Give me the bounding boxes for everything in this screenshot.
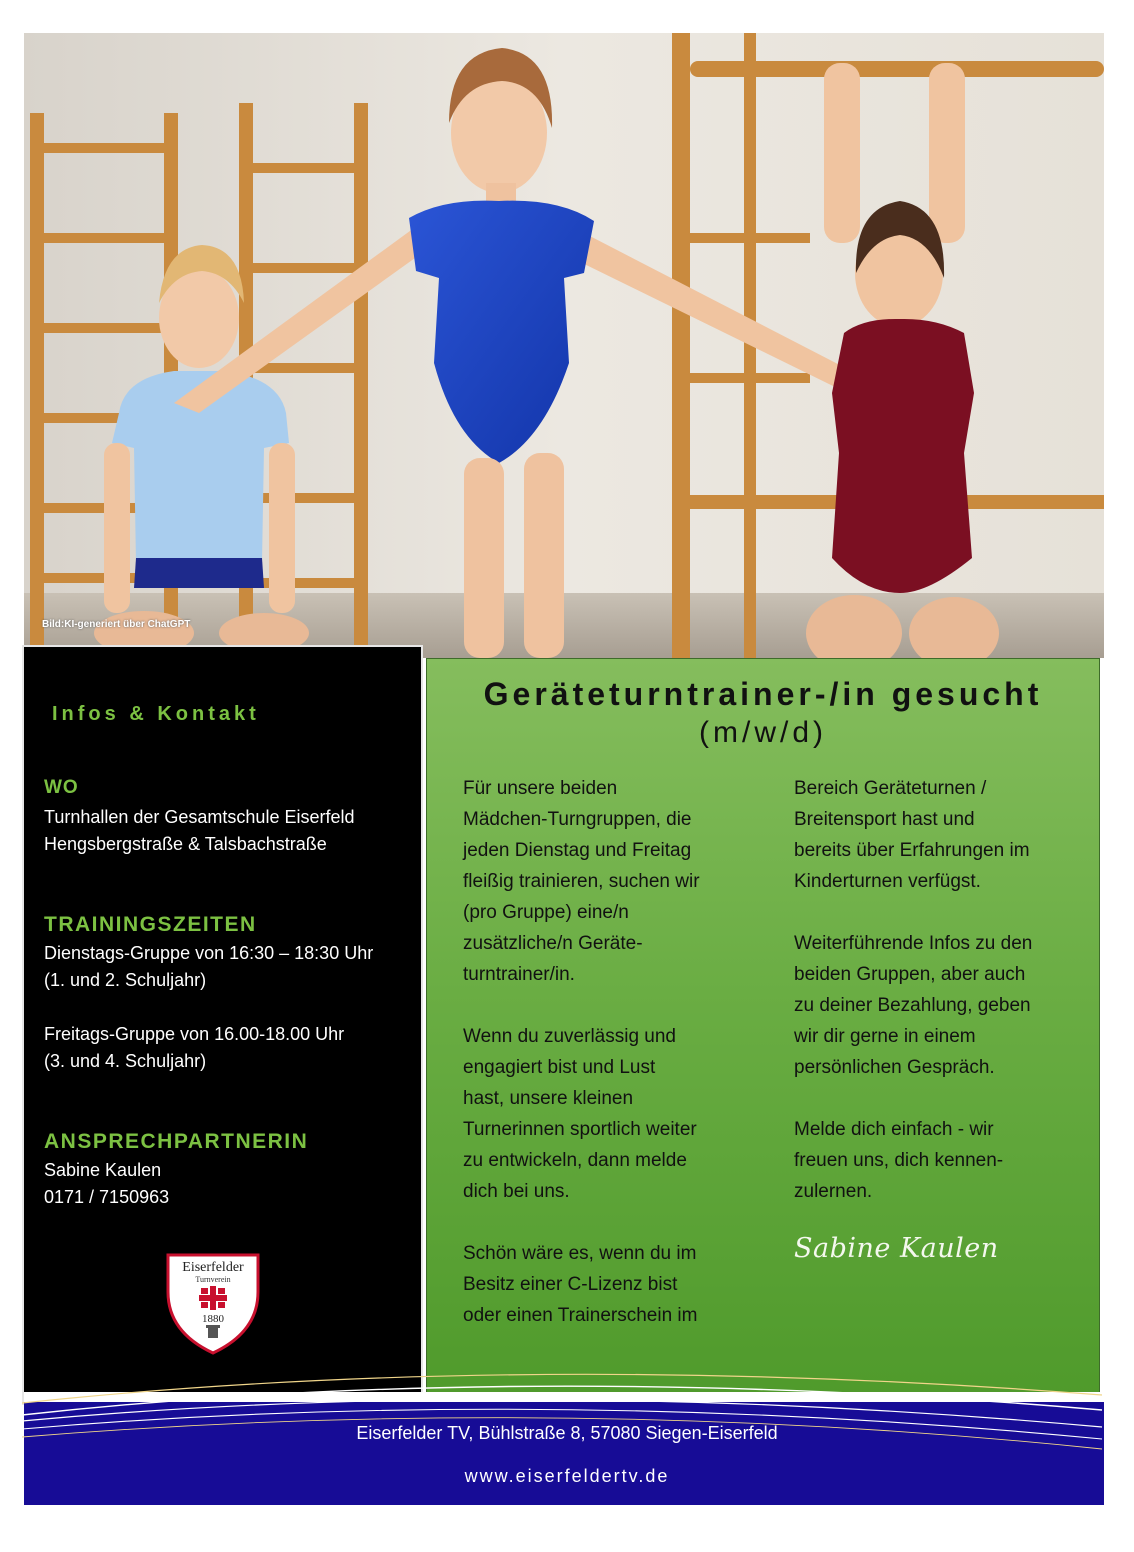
ad-title: Geräteturntrainer-/in gesucht (483, 676, 1043, 712)
training-line: Dienstags-Gruppe von 16:30 – 18:30 Uhr (44, 943, 374, 963)
tower-icon (206, 1325, 220, 1338)
location-line: Turnhallen der Gesamtschule Eiserfeld (44, 807, 355, 827)
text-line: Mädchen-Turngruppen, die (463, 809, 692, 830)
hero-photo (24, 33, 1104, 658)
paragraph (463, 1021, 763, 1207)
paragraph (794, 928, 1094, 1083)
text-line: (pro Gruppe) eine/n (463, 902, 629, 923)
text-line: zusätzliche/n Geräte- (463, 933, 643, 954)
location-text (44, 804, 354, 858)
text-line: Weiterführende Infos zu den (794, 933, 1033, 954)
training-group-friday (44, 1021, 344, 1075)
gymnastics-illustration (24, 33, 1104, 658)
text-line: fleißig trainieren, suchen wir (463, 871, 700, 892)
text-line: Breitensport hast und (794, 809, 975, 830)
text-line: persönlichen Gespräch. (794, 1057, 995, 1078)
footer-address: Eiserfelder TV, Bühlstraße 8, 57080 Siegen-Eiserfeld (356, 1423, 778, 1443)
logo-name: Eiserfelder (182, 1260, 244, 1275)
signature: Sabine Kaulen (794, 1233, 999, 1264)
logo-sub: Turnverein (195, 1275, 231, 1284)
paragraph (463, 1238, 763, 1331)
ad-column-left (463, 773, 763, 1331)
contact-name: Sabine Kaulen (44, 1160, 162, 1180)
paragraph (794, 1114, 1094, 1207)
training-group-tuesday (44, 940, 373, 994)
training-line: (1. und 2. Schuljahr) (44, 970, 207, 990)
text-line: engagiert bist und Lust (463, 1057, 656, 1078)
text-line: beiden Gruppen, aber auch (794, 964, 1026, 985)
text-line: zu deiner Bezahlung, geben (794, 995, 1031, 1016)
contact-heading: ANSPRECHPARTNERIN (44, 1130, 309, 1153)
turner-cross-icon (199, 1286, 227, 1310)
text-line: wir dir gerne in einem (794, 1026, 976, 1047)
contact-phone: 0171 / 7150963 (44, 1187, 170, 1207)
training-heading: TRAININGSZEITEN (44, 913, 257, 936)
text-line: oder einen Trainerschein im (463, 1305, 698, 1326)
text-line: Melde dich einfach - wir (794, 1119, 994, 1140)
text-line: hast, unsere kleinen (463, 1088, 634, 1109)
text-line: zu entwickeln, dann melde (463, 1150, 687, 1171)
training-line: Freitags-Gruppe von 16.00-18.00 Uhr (44, 1024, 345, 1044)
paragraph (794, 773, 1094, 897)
text-line: Bereich Geräteturnen / (794, 778, 987, 799)
text-line: turntrainer/in. (463, 964, 575, 985)
location-line: Hengsbergstraße & Talsbachstraße (44, 834, 327, 854)
text-line: Schön wäre es, wenn du im (463, 1243, 697, 1264)
text-line: jeden Dienstag und Freitag (463, 840, 692, 861)
ad-subtitle: (m/w/d) (699, 716, 827, 749)
text-line: Besitz einer C-Lizenz bist (463, 1274, 678, 1295)
training-line: (3. und 4. Schuljahr) (44, 1051, 207, 1071)
club-logo (165, 1252, 261, 1356)
contact-details (44, 1157, 169, 1211)
photo-caption: Bild:KI-generiert über ChatGPT (42, 619, 191, 630)
logo-year: 1880 (202, 1313, 224, 1325)
text-line: dich bei uns. (463, 1181, 570, 1202)
text-line: bereits über Erfahrungen im (794, 840, 1030, 861)
footer-website-link[interactable]: www.eiserfeldertv.de (464, 1466, 670, 1486)
text-line: freuen uns, dich kennen- (794, 1150, 1004, 1171)
paragraph (463, 773, 763, 990)
ad-column-right (794, 773, 1094, 1207)
location-heading: WO (44, 777, 79, 798)
text-line: Für unsere beiden (463, 778, 618, 799)
text-line: Wenn du zuverlässig und (463, 1026, 676, 1047)
info-title: Infos & Kontakt (52, 703, 260, 725)
text-line: zulernen. (794, 1181, 873, 1202)
text-line: Turnerinnen sportlich weiter (463, 1119, 697, 1140)
text-line: Kinderturnen verfügst. (794, 871, 981, 892)
